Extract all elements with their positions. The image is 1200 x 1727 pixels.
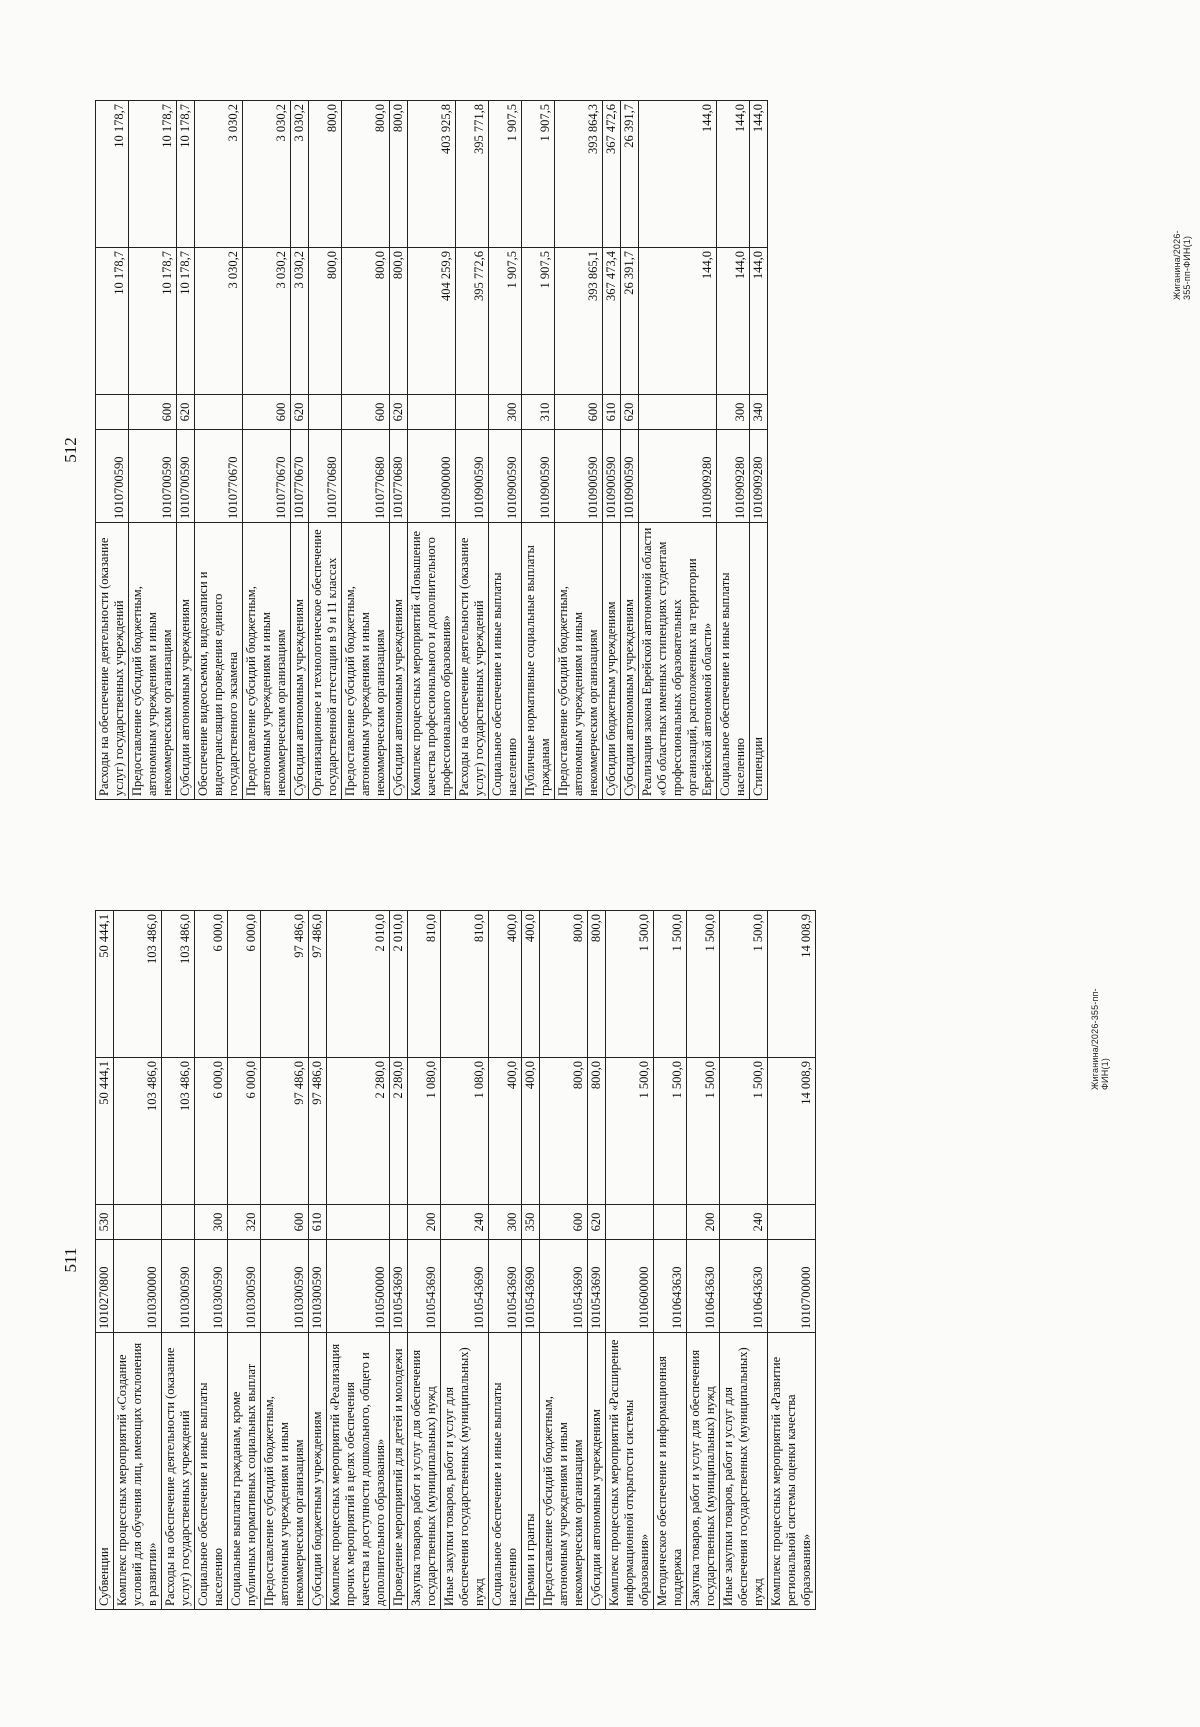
table-row	[540, 911, 588, 1610]
row-value-2: 800,0	[540, 911, 588, 1058]
row-value-2: 144,0	[717, 101, 750, 248]
row-code: 1010770670	[291, 430, 309, 523]
row-expense-type	[606, 1205, 654, 1240]
row-name: Субвенции	[96, 1333, 114, 1610]
row-value-2: 144,0	[639, 101, 717, 248]
row-name: Организационное и технологическое обеспечение государственной аттестации в 9 и 11 классах	[309, 523, 342, 800]
row-expense-type	[768, 1205, 816, 1240]
row-expense-type: 300	[717, 395, 750, 430]
row-value-2: 403 925,8	[408, 101, 456, 248]
row-code: 1010909280	[717, 430, 750, 523]
row-value-1: 800,0	[390, 248, 408, 395]
page-511-block	[61, 910, 915, 1610]
row-expense-type: 350	[522, 1205, 540, 1240]
table-row	[408, 911, 441, 1610]
row-expense-type: 610	[603, 395, 621, 430]
row-expense-type: 620	[588, 1205, 606, 1240]
table-row	[291, 101, 309, 800]
row-name: Комплекс процессных мероприятий «Создание условий для обучения лиц, имеющих отклонения в развитии»	[114, 1333, 162, 1610]
row-name: Публичные нормативные социальные выплаты гражданам	[522, 523, 555, 800]
table-row	[96, 101, 129, 800]
row-expense-type: 530	[96, 1205, 114, 1240]
row-name: Предоставление субсидий бюджетным, автономным учреждениям и иным некоммерческим организациям	[129, 523, 177, 800]
row-value-1: 3 030,2	[243, 248, 291, 395]
row-expense-type: 340	[750, 395, 768, 430]
row-expense-type: 600	[540, 1205, 588, 1240]
row-expense-type: 200	[687, 1205, 720, 1240]
row-code: 1010543690	[408, 1240, 441, 1333]
row-expense-type: 300	[489, 395, 522, 430]
row-expense-type: 610	[309, 1205, 327, 1240]
row-expense-type: 620	[390, 395, 408, 430]
row-code: 1010700590	[177, 430, 195, 523]
table-row	[327, 911, 390, 1610]
row-value-2: 800,0	[309, 101, 342, 248]
table-row	[639, 101, 717, 800]
table-row	[456, 101, 489, 800]
row-code: 1010600000	[606, 1240, 654, 1333]
table-row	[489, 911, 522, 1610]
row-value-1: 1 080,0	[441, 1058, 489, 1205]
row-value-2: 1 500,0	[606, 911, 654, 1058]
row-value-1: 800,0	[540, 1058, 588, 1205]
row-code: 1010700000	[768, 1240, 816, 1333]
table-row	[522, 911, 540, 1610]
table-row	[177, 101, 195, 800]
row-value-1: 2 280,0	[327, 1058, 390, 1205]
row-expense-type	[639, 395, 717, 430]
row-value-1: 800,0	[342, 248, 390, 395]
table-row	[114, 911, 162, 1610]
row-value-2: 97 486,0	[309, 911, 327, 1058]
page-number-511: 511	[61, 1247, 80, 1273]
row-value-1: 14 008,9	[768, 1058, 816, 1205]
table-row	[408, 101, 456, 800]
row-name: Предоставление субсидий бюджетным, автономным учреждениям и иным некоммерческим организациям	[342, 523, 390, 800]
row-value-2: 393 864,3	[555, 101, 603, 248]
row-name: Расходы на обеспечение деятельности (оказание услуг) государственных учреждений	[456, 523, 489, 800]
row-code: 1010543690	[588, 1240, 606, 1333]
row-value-2: 6 000,0	[195, 911, 228, 1058]
row-expense-type: 240	[441, 1205, 489, 1240]
row-code: 1010770670	[195, 430, 243, 523]
row-expense-type: 600	[129, 395, 177, 430]
budget-table-512	[95, 100, 768, 800]
row-value-2: 1 500,0	[687, 911, 720, 1058]
row-name: Субсидии автономным учреждениям	[390, 523, 408, 800]
row-expense-type	[162, 1205, 195, 1240]
row-value-1: 2 280,0	[390, 1058, 408, 1205]
table-row	[717, 101, 750, 800]
table-row	[555, 101, 603, 800]
row-name: Обеспечение видеосъемки, видеозаписи и видеотрансляции проведения единого государственного экзамена	[195, 523, 243, 800]
row-value-1: 144,0	[639, 248, 717, 395]
row-expense-type: 600	[261, 1205, 309, 1240]
row-code: 1010300590	[261, 1240, 309, 1333]
table-row	[243, 101, 291, 800]
row-value-2: 1 907,5	[522, 101, 555, 248]
row-value-1: 3 030,2	[291, 248, 309, 395]
row-code: 1010500000	[327, 1240, 390, 1333]
row-value-2: 367 472,6	[603, 101, 621, 248]
table-row	[309, 911, 327, 1610]
row-code: 1010543690	[540, 1240, 588, 1333]
budget-table-511	[95, 910, 816, 1610]
row-value-1: 1 907,5	[522, 248, 555, 395]
row-value-1: 393 865,1	[555, 248, 603, 395]
page-number-512: 512	[61, 437, 80, 463]
row-value-2: 400,0	[489, 911, 522, 1058]
row-value-1: 1 500,0	[720, 1058, 768, 1205]
row-code: 1010300590	[228, 1240, 261, 1333]
row-name: Закупка товаров, работ и услуг для обеспечения государственных (муниципальных) нужд	[408, 1333, 441, 1610]
row-name: Комплекс процессных мероприятий «Повышение качества профессионального и дополнительного профессионального образования»	[408, 523, 456, 800]
row-value-1: 800,0	[588, 1058, 606, 1205]
row-value-2: 395 771,8	[456, 101, 489, 248]
table-row	[390, 911, 408, 1610]
row-expense-type	[309, 395, 342, 430]
row-expense-type: 300	[195, 1205, 228, 1240]
row-name: Предоставление субсидий бюджетным, автономным учреждениям и иным некоммерческим организациям	[243, 523, 291, 800]
row-name: Субсидии автономным учреждениям	[291, 523, 309, 800]
row-value-2: 144,0	[750, 101, 768, 248]
row-code: 1010300000	[114, 1240, 162, 1333]
row-value-1: 97 486,0	[309, 1058, 327, 1205]
row-code: 1010909280	[639, 430, 717, 523]
row-value-1: 400,0	[489, 1058, 522, 1205]
row-code: 1010300590	[162, 1240, 195, 1333]
row-expense-type: 620	[621, 395, 639, 430]
row-name: Проведение мероприятий для детей и молодежи	[390, 1333, 408, 1610]
table-row	[720, 911, 768, 1610]
row-expense-type: 600	[555, 395, 603, 430]
row-value-1: 1 500,0	[654, 1058, 687, 1205]
row-value-2: 6 000,0	[228, 911, 261, 1058]
row-value-2: 10 178,7	[177, 101, 195, 248]
footer-note-511: Жиганина/2026-355-пп-ФИН(1)	[1090, 988, 1110, 1090]
row-code: 1010543690	[390, 1240, 408, 1333]
row-code: 1010770680	[309, 430, 342, 523]
table-row	[750, 101, 768, 800]
row-name: Субсидии автономным учреждениям	[621, 523, 639, 800]
row-expense-type: 620	[177, 395, 195, 430]
row-value-2: 10 178,7	[96, 101, 129, 248]
row-value-2: 26 391,7	[621, 101, 639, 248]
table-row	[768, 911, 816, 1610]
row-expense-type	[327, 1205, 390, 1240]
row-name: Социальное обеспечение и иные выплаты населению	[717, 523, 750, 800]
row-code: 1010770670	[243, 430, 291, 523]
row-value-2: 2 010,0	[327, 911, 390, 1058]
row-name: Комплекс процессных мероприятий «Реализация прочих мероприятий в целях обеспечения качества и доступности дошкольного, общего и дополнительного образования»	[327, 1333, 390, 1610]
row-value-1: 103 486,0	[162, 1058, 195, 1205]
row-value-2: 3 030,2	[243, 101, 291, 248]
row-name: Расходы на обеспечение деятельности (оказание услуг) государственных учреждений	[162, 1333, 195, 1610]
row-value-1: 144,0	[750, 248, 768, 395]
table-row	[162, 911, 195, 1610]
row-expense-type: 200	[408, 1205, 441, 1240]
row-value-1: 144,0	[717, 248, 750, 395]
row-name: Закупка товаров, работ и услуг для обеспечения государственных (муниципальных) нужд	[687, 1333, 720, 1610]
row-expense-type: 240	[720, 1205, 768, 1240]
row-value-1: 3 030,2	[195, 248, 243, 395]
row-value-2: 800,0	[588, 911, 606, 1058]
row-expense-type	[456, 395, 489, 430]
row-value-1: 1 500,0	[687, 1058, 720, 1205]
row-value-2: 810,0	[408, 911, 441, 1058]
row-code: 1010643630	[720, 1240, 768, 1333]
row-value-1: 1 500,0	[606, 1058, 654, 1205]
row-value-1: 1 080,0	[408, 1058, 441, 1205]
row-value-2: 14 008,9	[768, 911, 816, 1058]
row-name: Премии и гранты	[522, 1333, 540, 1610]
row-name: Комплекс процессных мероприятий «Расширение информационной открытости системы образования»	[606, 1333, 654, 1610]
row-code: 1010909280	[750, 430, 768, 523]
row-name: Субсидии автономным учреждениям	[177, 523, 195, 800]
row-value-1: 6 000,0	[195, 1058, 228, 1205]
row-value-1: 10 178,7	[96, 248, 129, 395]
row-expense-type	[390, 1205, 408, 1240]
row-name: Методическое обеспечение и информационная поддержка	[654, 1333, 687, 1610]
table-row	[687, 911, 720, 1610]
row-code: 1010770680	[342, 430, 390, 523]
table-row	[129, 101, 177, 800]
table-row	[195, 101, 243, 800]
row-name: Иные закупки товаров, работ и услуг для обеспечения государственных (муниципальных) нужд	[720, 1333, 768, 1610]
table-row	[228, 911, 261, 1610]
row-expense-type: 600	[342, 395, 390, 430]
row-expense-type	[654, 1205, 687, 1240]
table-row	[261, 911, 309, 1610]
row-value-2: 103 486,0	[162, 911, 195, 1058]
row-value-2: 50 444,1	[96, 911, 114, 1058]
row-expense-type: 600	[243, 395, 291, 430]
row-code: 1010700590	[129, 430, 177, 523]
row-code: 1010643630	[654, 1240, 687, 1333]
row-value-2: 1 500,0	[654, 911, 687, 1058]
row-code: 1010270800	[96, 1240, 114, 1333]
row-value-2: 2 010,0	[390, 911, 408, 1058]
row-value-2: 10 178,7	[129, 101, 177, 248]
row-name: Предоставление субсидий бюджетным, автономным учреждениям и иным некоммерческим организациям	[540, 1333, 588, 1610]
row-value-1: 800,0	[309, 248, 342, 395]
row-expense-type	[408, 395, 456, 430]
row-name: Предоставление субсидий бюджетным, автономным учреждениям и иным некоммерческим организациям	[555, 523, 603, 800]
row-code: 1010643630	[687, 1240, 720, 1333]
table-row	[606, 911, 654, 1610]
row-name: Социальные выплаты гражданам, кроме публичных нормативных социальных выплат	[228, 1333, 261, 1610]
row-code: 1010900590	[456, 430, 489, 523]
row-name: Субсидии бюджетным учреждениям	[309, 1333, 327, 1610]
row-value-2: 97 486,0	[261, 911, 309, 1058]
row-code: 1010700590	[96, 430, 129, 523]
row-value-2: 800,0	[342, 101, 390, 248]
row-value-1: 26 391,7	[621, 248, 639, 395]
table-row	[621, 101, 639, 800]
row-value-2: 800,0	[390, 101, 408, 248]
row-value-2: 103 486,0	[114, 911, 162, 1058]
row-code: 1010543690	[441, 1240, 489, 1333]
row-code: 1010900590	[603, 430, 621, 523]
row-expense-type: 320	[228, 1205, 261, 1240]
row-code: 1010543690	[522, 1240, 540, 1333]
table-row	[342, 101, 390, 800]
row-code: 1010300590	[195, 1240, 228, 1333]
table-row	[654, 911, 687, 1610]
row-value-1: 103 486,0	[114, 1058, 162, 1205]
row-code: 1010900000	[408, 430, 456, 523]
row-name: Субсидии автономным учреждениям	[588, 1333, 606, 1610]
row-value-1: 400,0	[522, 1058, 540, 1205]
row-name: Социальное обеспечение и иные выплаты населению	[489, 523, 522, 800]
table-row	[588, 911, 606, 1610]
table-row	[309, 101, 342, 800]
row-value-2: 1 907,5	[489, 101, 522, 248]
row-name: Стипендии	[750, 523, 768, 800]
footer-note-512: Жиганина/2026-355-пп-ФИН(1)	[1172, 230, 1192, 300]
row-expense-type: 620	[291, 395, 309, 430]
row-code: 1010900590	[621, 430, 639, 523]
row-code: 1010900590	[522, 430, 555, 523]
row-code: 1010770680	[390, 430, 408, 523]
table-row	[96, 911, 114, 1610]
row-name: Социальное обеспечение и иные выплаты населению	[489, 1333, 522, 1610]
row-expense-type	[195, 395, 243, 430]
row-value-2: 810,0	[441, 911, 489, 1058]
table-row	[489, 101, 522, 800]
row-name: Иные закупки товаров, работ и услуг для обеспечения государственных (муниципальных) нужд	[441, 1333, 489, 1610]
row-value-2: 3 030,2	[291, 101, 309, 248]
table-row	[195, 911, 228, 1610]
row-expense-type	[114, 1205, 162, 1240]
row-value-1: 367 473,4	[603, 248, 621, 395]
row-expense-type: 300	[489, 1205, 522, 1240]
row-value-2: 3 030,2	[195, 101, 243, 248]
row-value-1: 10 178,7	[177, 248, 195, 395]
row-name: Комплекс процессных мероприятий «Развитие региональной системы оценки качества образования»	[768, 1333, 816, 1610]
table-row	[441, 911, 489, 1610]
row-value-1: 404 259,9	[408, 248, 456, 395]
row-name: Социальное обеспечение и иные выплаты населению	[195, 1333, 228, 1610]
row-name: Предоставление субсидий бюджетным, автономным учреждениям и иным некоммерческим организациям	[261, 1333, 309, 1610]
row-value-2: 400,0	[522, 911, 540, 1058]
row-code: 1010900590	[555, 430, 603, 523]
row-value-2: 1 500,0	[720, 911, 768, 1058]
row-value-1: 97 486,0	[261, 1058, 309, 1205]
table-row	[603, 101, 621, 800]
row-value-1: 395 772,6	[456, 248, 489, 395]
row-name: Субсидии бюджетным учреждениям	[603, 523, 621, 800]
page-512-block	[61, 100, 1105, 800]
row-value-1: 10 178,7	[129, 248, 177, 395]
row-expense-type	[96, 395, 129, 430]
row-value-1: 6 000,0	[228, 1058, 261, 1205]
row-name: Расходы на обеспечение деятельности (оказание услуг) государственных учреждений	[96, 523, 129, 800]
row-code: 1010300590	[309, 1240, 327, 1333]
row-code: 1010543690	[489, 1240, 522, 1333]
row-expense-type: 310	[522, 395, 555, 430]
table-row	[522, 101, 555, 800]
row-value-1: 1 907,5	[489, 248, 522, 395]
row-name: Реализация закона Еврейской автономной области «Об областных именных стипендиях студентам профессиональных образовательных организаций, расположенных на территории Еврейской автономной области»	[639, 523, 717, 800]
row-value-1: 50 444,1	[96, 1058, 114, 1205]
row-code: 1010900590	[489, 430, 522, 523]
table-row	[390, 101, 408, 800]
